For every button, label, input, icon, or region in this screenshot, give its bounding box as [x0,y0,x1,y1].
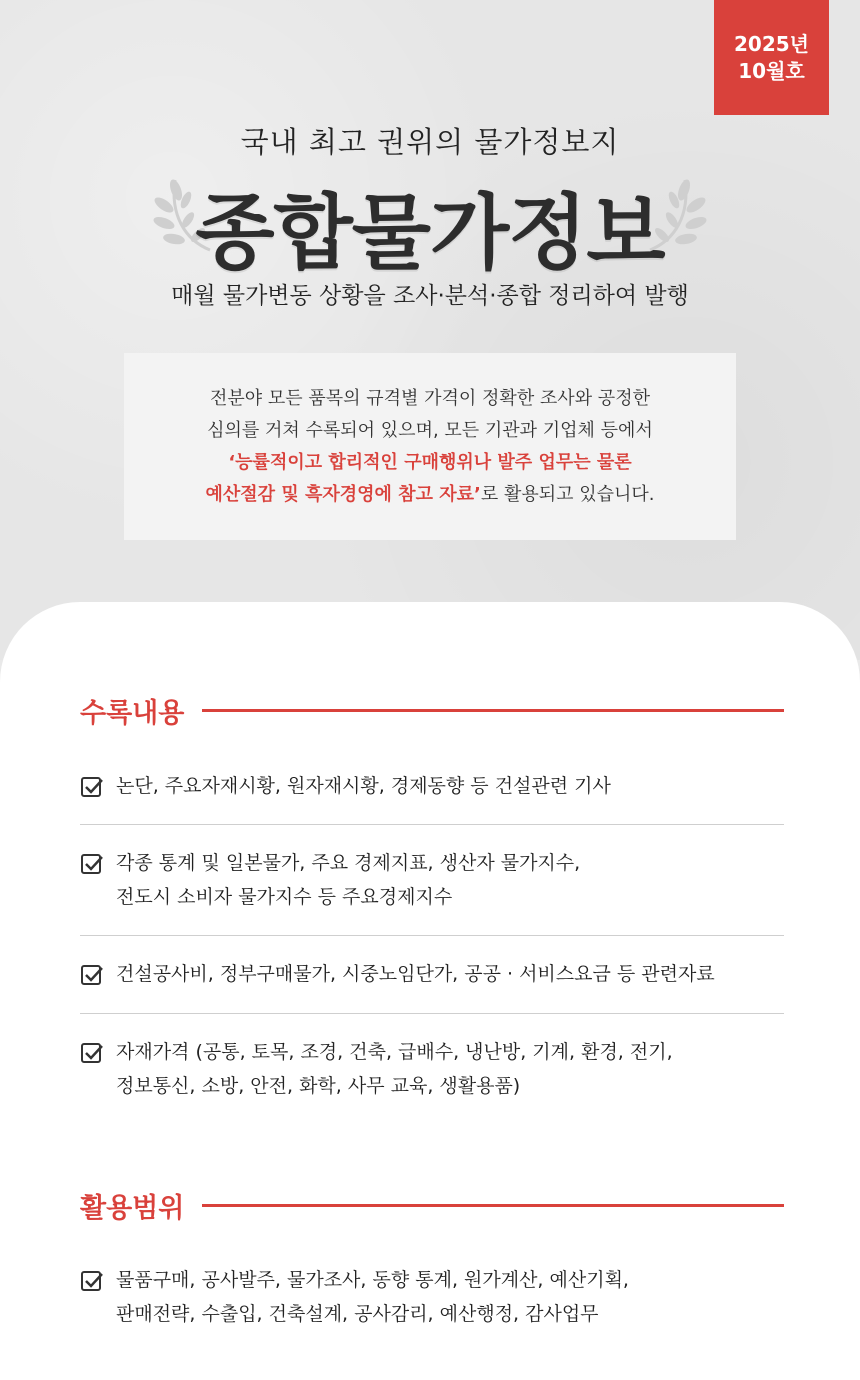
list-item-text [116,1263,629,1331]
list-item-text [116,769,611,803]
description-suffix: 로 활용되고 있습니다. [480,484,655,505]
list-item-line: 정보통신, 소방, 안전, 화학, 사무 교육, 생활용품) [116,1075,521,1097]
list-item-line: 판매전략, 수출입, 건축설계, 공사감리, 예산행정, 감사업무 [116,1303,599,1325]
list-item-line: 물품구매, 공사발주, 물가조사, 동향 통계, 원가계산, 예산기획, [116,1269,629,1291]
usage-section-header [80,1185,784,1225]
list-item-line: 자재가격 (공통, 토목, 조경, 건축, 급배수, 냉난방, 기계, 환경, 전기, [116,1041,673,1063]
checkbox-check-icon [80,1041,104,1065]
checkbox-check-icon [80,963,104,987]
section-divider-line [202,1204,784,1207]
list-item [80,957,784,991]
checkbox-check-icon [80,1269,104,1293]
usage-section-title: 활용범위 [80,1192,185,1224]
contents-section-title: 수록내용 [80,697,185,729]
list-item [80,1035,784,1103]
list-item [80,769,784,803]
issue-year: 2025년 [734,31,809,56]
divider [80,824,784,825]
description-highlight: 예산절감 및 흑자경영에 참고 자료’ [205,484,481,505]
issue-month: 10월호 [738,58,805,83]
list-item-text [116,1035,673,1103]
issue-badge [714,0,829,115]
header-subtitle: 국내 최고 권위의 물가정보지 [240,125,620,159]
list-item-line: 각종 통계 및 일본물가, 주요 경제지표, 생산자 물가지수, [116,852,581,874]
list-item-text [116,957,715,991]
section-divider-line [202,709,784,712]
contents-section-header [80,690,784,730]
list-item-text [116,846,580,914]
divider [80,1013,784,1014]
divider [80,935,784,936]
list-item [80,846,784,914]
description-line: 심의를 거쳐 수록되어 있으며, 모든 기관과 기업체 등에서 [207,420,653,441]
description-line: 전분야 모든 품목의 규격별 가격이 정확한 조사와 공정한 [210,388,650,409]
list-item-line: 건설공사비, 정부구매물가, 시중노임단가, 공공 · 서비스요금 등 관련자료 [116,963,715,985]
checkbox-check-icon [80,852,104,876]
checkbox-check-icon [80,775,104,799]
description-highlight: ‘능률적이고 합리적인 구매행위나 발주 업무는 물론 [228,452,632,473]
list-item-line: 전도시 소비자 물가지수 등 주요경제지수 [116,886,453,908]
list-item [80,1263,784,1331]
description-box [124,353,736,540]
header-tagline: 매월 물가변동 상황을 조사·분석·종합 정리하여 발행 [171,283,689,309]
main-title: 종합물가정보 [195,186,665,281]
list-item-line: 논단, 주요자재시황, 원자재시황, 경제동향 등 건설관련 기사 [116,775,611,797]
description-line [124,479,736,511]
